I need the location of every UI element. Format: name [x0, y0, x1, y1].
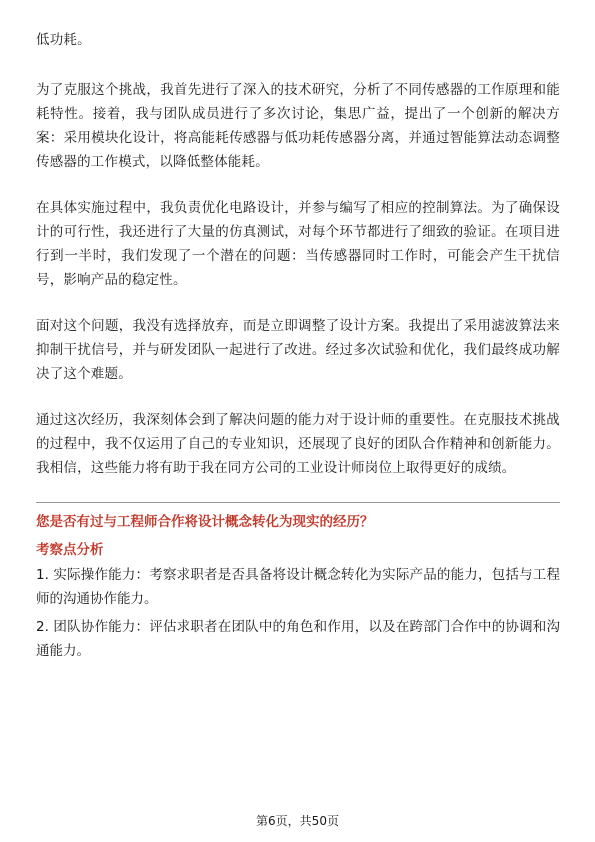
paragraph-solution: 面对这个问题，我没有选择放弃，而是立即调整了设计方案。我提出了采用滤波算法来抑制干扰信号，并与研发团队一起进行了改进。经过多次试验和优化，我们最终成功解决了这个难题。 [36, 318, 560, 382]
paragraph-continuation: 低功耗。 [36, 32, 91, 48]
section-divider [36, 502, 560, 503]
page-number: 第6页，共50页 [256, 814, 339, 828]
analysis-heading: 考察点分析 [36, 542, 104, 558]
paragraph-implementation: 在具体实施过程中，我负责优化电路设计，并参与编写了相应的控制算法。为了确保设计的可行性，我还进行了大量的仿真测试，对每个环节都进行了细致的验证。在项目进行到一半时，我们发现了一个潜在的问题：当传感器同时工作时，可能会产生干扰信号，影响产品的稳定性。 [36, 200, 560, 288]
page-content [36, 28, 560, 667]
analysis-item: 2. 团队协作能力：评估求职者在团队中的角色和作用，以及在跨部门合作中的协调和沟通能力。 [36, 619, 560, 659]
analysis-item: 1. 实际操作能力：考察求职者是否具备将设计概念转化为实际产品的能力，包括与工程师的沟通协作能力。 [36, 567, 560, 607]
paragraph-reflection: 通过这次经历，我深刻体会到了解决问题的能力对于设计师的重要性。在克服技术挑战的过程中，我不仅运用了自己的专业知识，还展现了良好的团队合作精神和创新能力。我相信，这些能力将有助于我在同方公司的工业设计师岗位上取得更好的成绩。 [36, 412, 560, 476]
interview-question: 您是否有过与工程师合作将设计概念转化为现实的经历？ [36, 514, 374, 530]
paragraph-research: 为了克服这个挑战，我首先进行了深入的技术研究，分析了不同传感器的工作原理和能耗特性。接着，我与团队成员进行了多次讨论，集思广益，提出了一个创新的解决方案：采用模块化设计，将高能耗传感器与低功耗传感器分离，并通过智能算法动态调整传感器的工作模式，以降低整体能耗。 [36, 82, 560, 170]
